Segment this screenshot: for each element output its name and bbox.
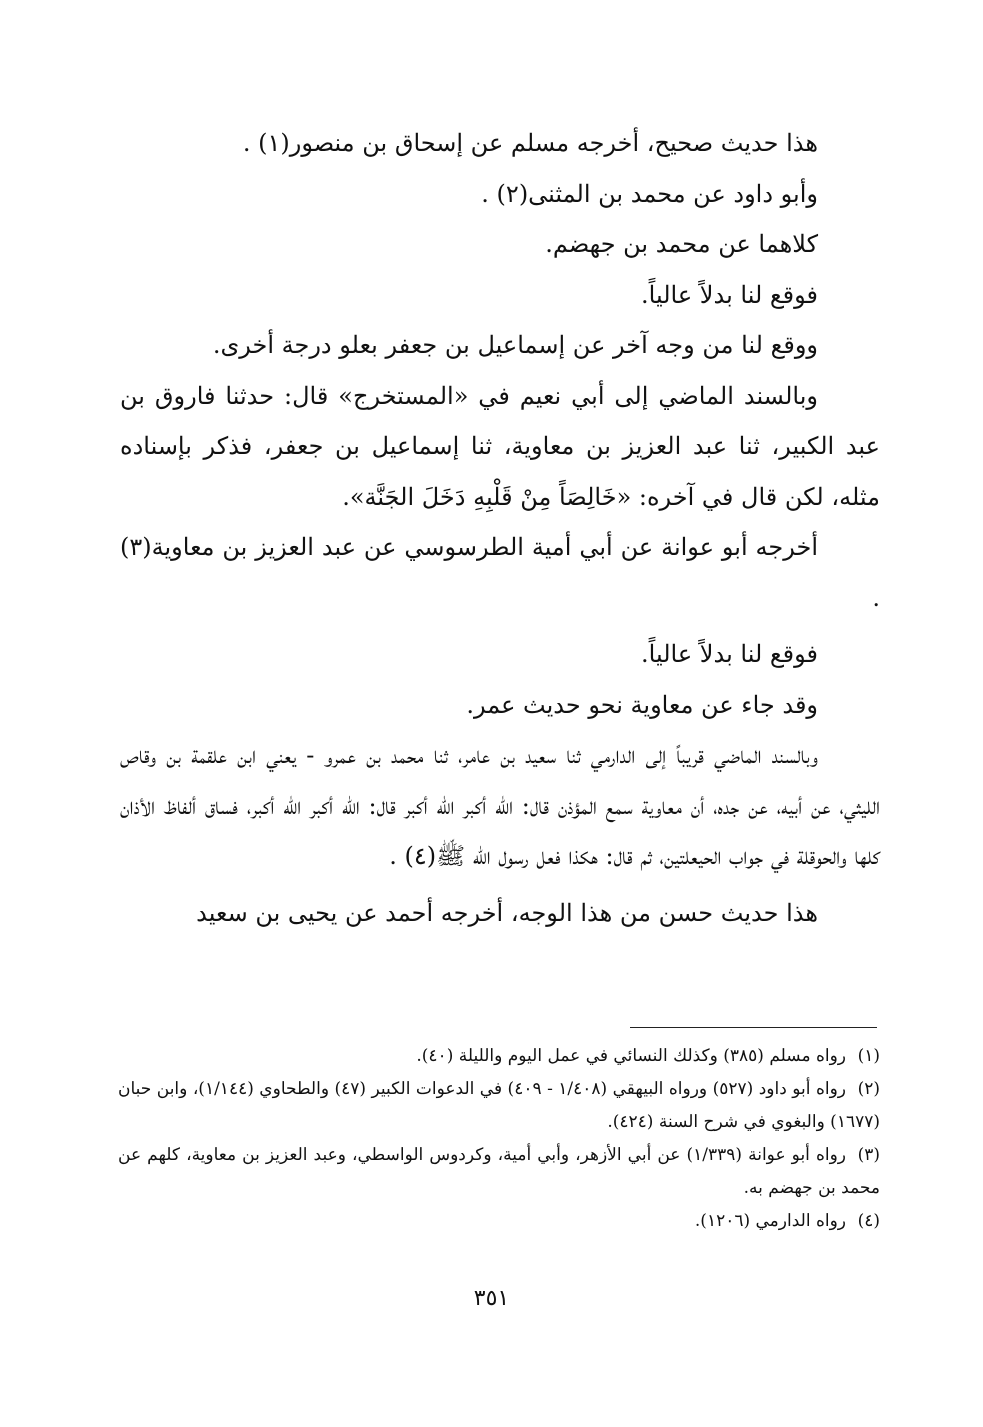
- body-paragraph-10: وبالسند الماضي قريباً إلى الدارمي ثنا سعيد بن عامر، ثنا محمد بن عمرو - يعني ابن علقمة بن وقاص الليثي، عن أبيه، عن جده، أن معاوية سمع المؤذن قال: الله أكبر الله أكبر قال: الله أكبر الله أكبر، فساق ألفاظ الأذان كلها والحوقلة في جواب الحيعلتين، ثم قال: هكذا فعل رسول الله ﷺ(٤) .: [120, 741, 880, 870]
- footnote-text: رواه أبو داود (٥٢٧) ورواه البيهقي (١/٤٠٨ - ٤٠٩) في الدعوات الكبير (٤٧) والطحاوي (١/١٤٤)، وابن حبان (١٦٧٧) والبغوي في شرح السنة (٤٢٤).: [118, 1079, 880, 1132]
- body-paragraph-7: أخرجه أبو عوانة عن أبي أمية الطرسوسي عن عبد العزيز بن معاوية(٣) .: [120, 533, 880, 612]
- body-paragraph-8: فوقع لنا بدلاً عالياً.: [641, 640, 818, 668]
- body-paragraph-2: وأبو داود عن محمد بن المثنى(٢) .: [481, 179, 818, 208]
- footnote-text: رواه الدارمي (١٢٠٦).: [694, 1211, 846, 1231]
- body-paragraph-11: هذا حديث حسن من هذا الوجه، أخرجه أحمد عن يحيى بن سعيد: [196, 898, 818, 927]
- footnote-number: (١): [857, 1046, 880, 1066]
- footnote-number: (٢): [857, 1079, 880, 1099]
- footnote-1: [118, 1040, 880, 1073]
- body-paragraph-3: كلاهما عن محمد بن جهضم.: [545, 230, 818, 258]
- footnote-text: رواه مسلم (٣٨٥) وكذلك النسائي في عمل اليوم والليلة (٤٠).: [416, 1046, 846, 1066]
- footnote-divider: [630, 1027, 877, 1028]
- footnote-3: [118, 1139, 880, 1205]
- body-paragraph-4: فوقع لنا بدلاً عالياً.: [641, 280, 818, 309]
- body-paragraph-5: ووقع لنا من وجه آخر عن إسماعيل بن جعفر بعلو درجة أخرى.: [212, 331, 818, 359]
- page-number: ٣٥١: [473, 1286, 510, 1311]
- body-paragraph-1: هذا حديث صحيح، أخرجه مسلم عن إسحاق بن منصور(١) .: [242, 129, 818, 157]
- body-paragraph-9: وقد جاء عن معاوية نحو حديث عمر.: [466, 690, 818, 719]
- footnotes-section: [118, 1040, 880, 1238]
- footnote-2: [118, 1073, 880, 1139]
- main-text-body: [120, 118, 880, 938]
- body-paragraph-6: وبالسند الماضي إلى أبي نعيم في «المستخرج» قال: حدثنا فاروق بن عبد الكبير، ثنا عبد العزيز بن معاوية، ثنا إسماعيل بن جعفر، فذكر بإسناده مثله، لكن قال في آخره: «خَالِصَاً مِنْ قَلْبِهِ دَخَلَ الجَنَّة».: [120, 381, 880, 511]
- footnote-number: (٣): [857, 1145, 881, 1165]
- footnote-number: (٤): [857, 1211, 880, 1231]
- footnote-text: رواه أبو عوانة (١/٣٣٩) عن أبي الأزهر، وأبي أمية، وكردوس الواسطي، وعبد العزيز بن معاوية، كلهم عن محمد بن جهضم به.: [118, 1145, 880, 1198]
- footnote-4: [118, 1205, 880, 1238]
